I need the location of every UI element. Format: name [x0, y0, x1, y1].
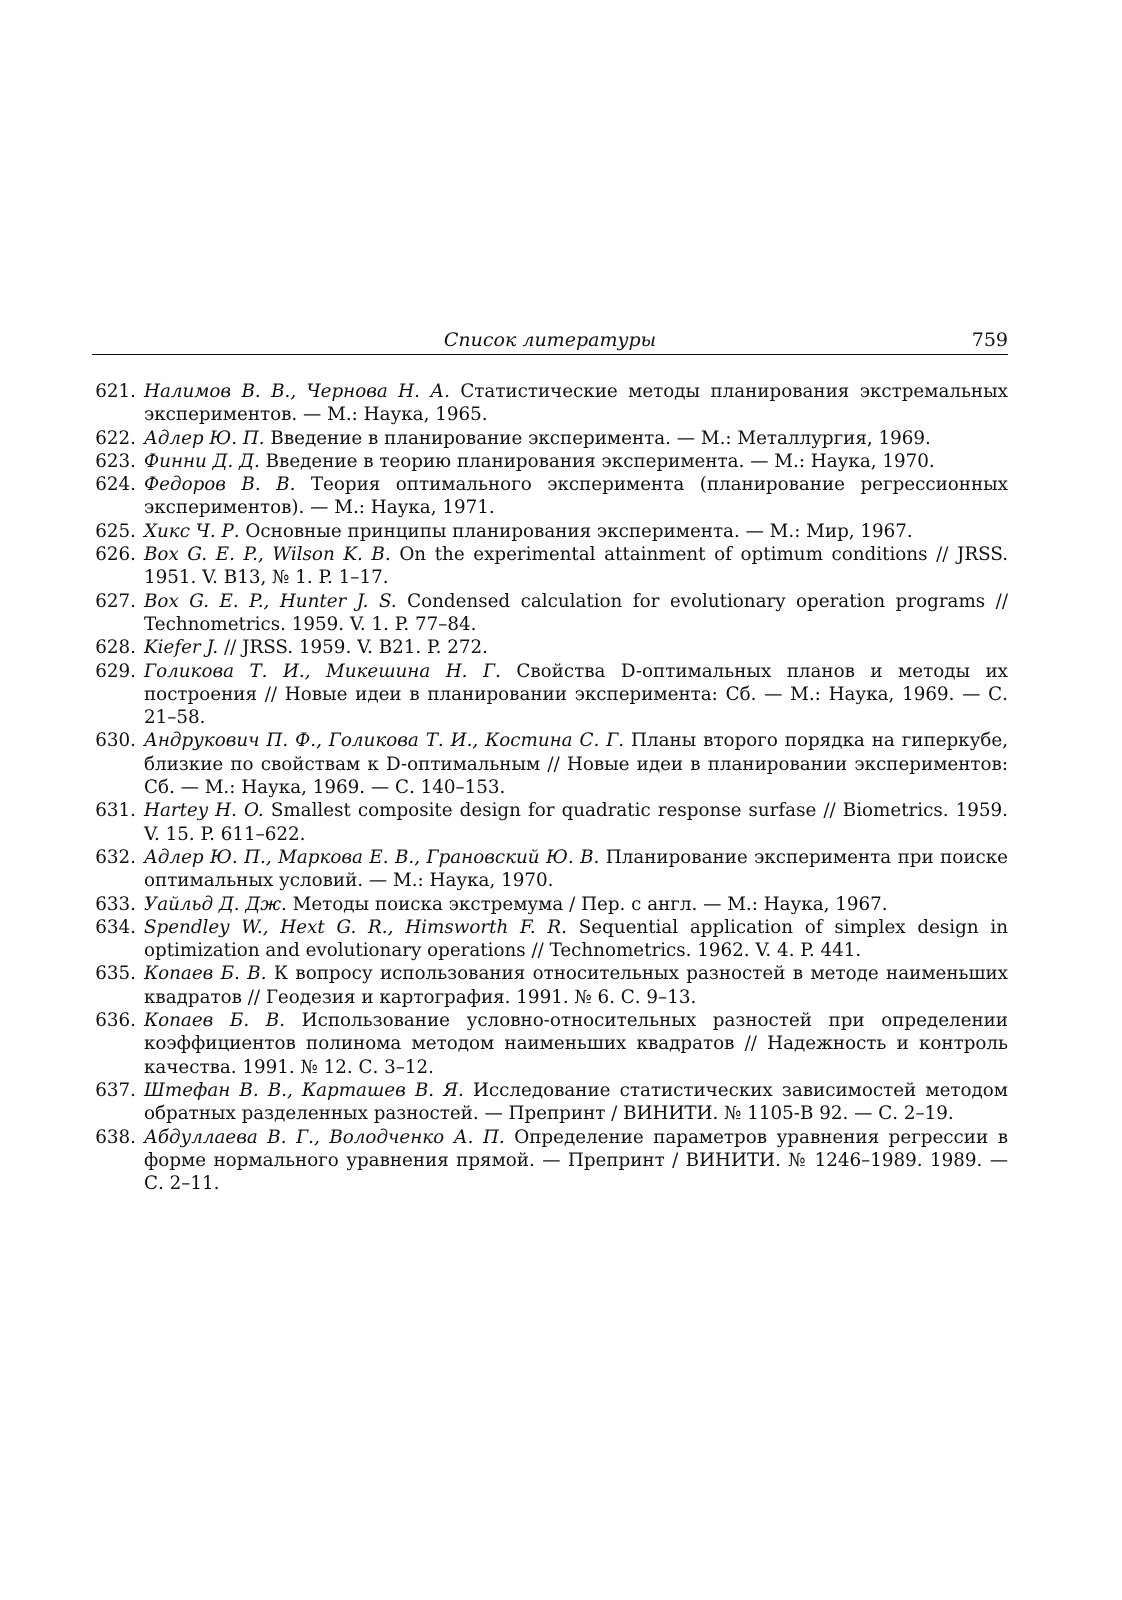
reference-number: 633. — [95, 893, 136, 915]
reference-text: Использование условно-относительных разностей при определении коэффициентов полинома методом наименьших квадратов // Надежность и контроль качества. 1991. № 12. С. 3–12. — [144, 1010, 1008, 1078]
reference-authors: Box G. E. P., Wilson K. B. — [144, 544, 391, 566]
reference-text: Smallest composite design for quadratic response surfase // Biometrics. 1959. V. 15. P. 611–622. — [144, 800, 1008, 845]
reference-authors: Box G. E. P., Hunter J. S. — [144, 590, 397, 612]
reference-text: Методы поиска экстремума / Пер. с англ. — М.: Наука, 1967. — [286, 893, 888, 915]
reference-text: On the experimental attainment of optimum conditions // JRSS. 1951. V. B13, № 1. P. 1–17. — [144, 544, 1008, 589]
reference-item — [92, 1079, 1008, 1126]
reference-item — [92, 636, 1008, 659]
reference-text: Планирование эксперимента при поиске оптимальных условий. — М.: Наука, 1970. — [144, 846, 1008, 892]
reference-item — [92, 380, 1008, 427]
reference-number: 636. — [95, 1010, 136, 1032]
reference-item — [92, 846, 1008, 893]
reference-authors: Андрукович П. Ф., Голикова Т. И., Костина С. Г. — [144, 730, 625, 752]
reference-text: Определение параметров уравнения регрессии в форме нормального уравнения прямой. — Препринт / ВИНИТИ. № 1246–1989. 1989. — С. 2–11. — [144, 1126, 1008, 1195]
reference-authors: Адлер Ю. П. — [144, 427, 265, 449]
reference-text: Теория оптимального эксперимента (планирование регрессионных экспериментов). — М.: Наука, 1971. — [144, 474, 1008, 519]
reference-text: // JRSS. 1959. V. B21. P. 272. — [218, 637, 488, 659]
reference-number: 625. — [95, 520, 136, 542]
reference-authors: Федоров В. В. — [144, 474, 296, 496]
reference-number: 623. — [95, 450, 136, 472]
reference-number: 622. — [95, 427, 136, 449]
reference-authors: Хикс Ч. Р. — [144, 520, 240, 542]
reference-number: 631. — [95, 800, 136, 822]
reference-text: Свойства D-оптимальных планов и методы их построения // Новые идеи в планировании эксперимента: Сб. — М.: Наука, 1969. — С. 21–58. — [144, 660, 1008, 729]
reference-number: 635. — [95, 963, 136, 985]
reference-text: Планы второго порядка на гиперкубе, близкие по свойствам к D-оптимальным // Новые идеи в планировании экспериментов: Сб. — М.: Наука, 1969. — С. 140–153. — [144, 730, 1008, 799]
reference-authors: Spendley W., Hext G. R., Himsworth F. R. — [144, 916, 567, 938]
reference-authors: Финни Д. Д. — [144, 450, 260, 472]
reference-authors: Kiefer J. — [144, 637, 219, 659]
reference-text: Основные принципы планирования эксперимента. — М.: Мир, 1967. — [239, 520, 913, 542]
reference-text: Исследование статистических зависимостей методом обратных разделенных разностей. — Препринт / ВИНИТИ. № 1105-В 92. — С. 2–19. — [144, 1079, 1008, 1125]
reference-number: 628. — [95, 637, 136, 659]
reference-authors: Уайльд Д. Дж. — [144, 893, 287, 915]
reference-number: 630. — [95, 730, 136, 752]
reference-text: Sequential application of simplex design in optimization and evolutionary operations // Technometrics. 1962. V. 4. P. 441. — [144, 916, 1008, 962]
reference-authors: Голикова Т. И., Микешина Н. Г. — [144, 660, 501, 682]
reference-item — [92, 473, 1008, 520]
reference-authors: Копаев Б. В. — [144, 1010, 286, 1032]
reference-number: 629. — [95, 660, 136, 682]
reference-number: 624. — [95, 474, 136, 496]
reference-number: 626. — [95, 544, 136, 566]
reference-authors: Адлер Ю. П., Маркова Е. В., Грановский Ю. В. — [144, 846, 600, 868]
reference-text: Введение в планирование эксперимента. — М.: Металлургия, 1969. — [264, 427, 931, 449]
reference-text: Введение в теорию планирования эксперимента. — М.: Наука, 1970. — [259, 450, 935, 472]
reference-item — [92, 799, 1008, 846]
reference-item — [92, 660, 1008, 730]
reference-number: 637. — [95, 1079, 136, 1101]
reference-text: Статистические методы планирования экстремальных экспериментов. — М.: Наука, 1965. — [144, 381, 1008, 426]
reference-text: Condensed calculation for evolutionary operation programs // Technometrics. 1959. V. 1. P. 77–84. — [144, 590, 1008, 635]
reference-item — [92, 962, 1008, 1009]
reference-item — [92, 450, 1008, 473]
reference-item — [92, 916, 1008, 963]
reference-item — [92, 427, 1008, 450]
reference-item — [92, 543, 1008, 590]
reference-item — [92, 520, 1008, 543]
reference-number: 632. — [95, 846, 136, 868]
reference-text: К вопросу использования относительных разностей в методе наименьших квадратов // Геодезия и картография. 1991. № 6. С. 9–13. — [144, 963, 1008, 1008]
reference-item — [92, 590, 1008, 637]
reference-authors: Hartey H. O. — [144, 800, 264, 822]
reference-list — [92, 380, 1008, 1195]
reference-number: 638. — [95, 1126, 136, 1148]
reference-authors: Копаев Б. В. — [144, 963, 267, 985]
reference-authors: Абдуллаева В. Г., Володченко А. П. — [144, 1126, 505, 1148]
reference-number: 621. — [95, 381, 136, 402]
reference-item — [92, 729, 1008, 799]
reference-authors: Налимов В. В., Чернова Н. А. — [144, 381, 450, 402]
reference-number: 627. — [95, 590, 136, 612]
reference-item — [92, 893, 1008, 916]
page-number: 759 — [971, 329, 1008, 351]
running-title: Список литературы — [443, 329, 657, 351]
reference-number: 634. — [95, 916, 136, 938]
reference-authors: Штефан В. В., Карташев В. Я. — [144, 1079, 464, 1101]
reference-item — [92, 1009, 1008, 1079]
page-header — [92, 328, 1008, 355]
reference-item — [92, 1126, 1008, 1196]
